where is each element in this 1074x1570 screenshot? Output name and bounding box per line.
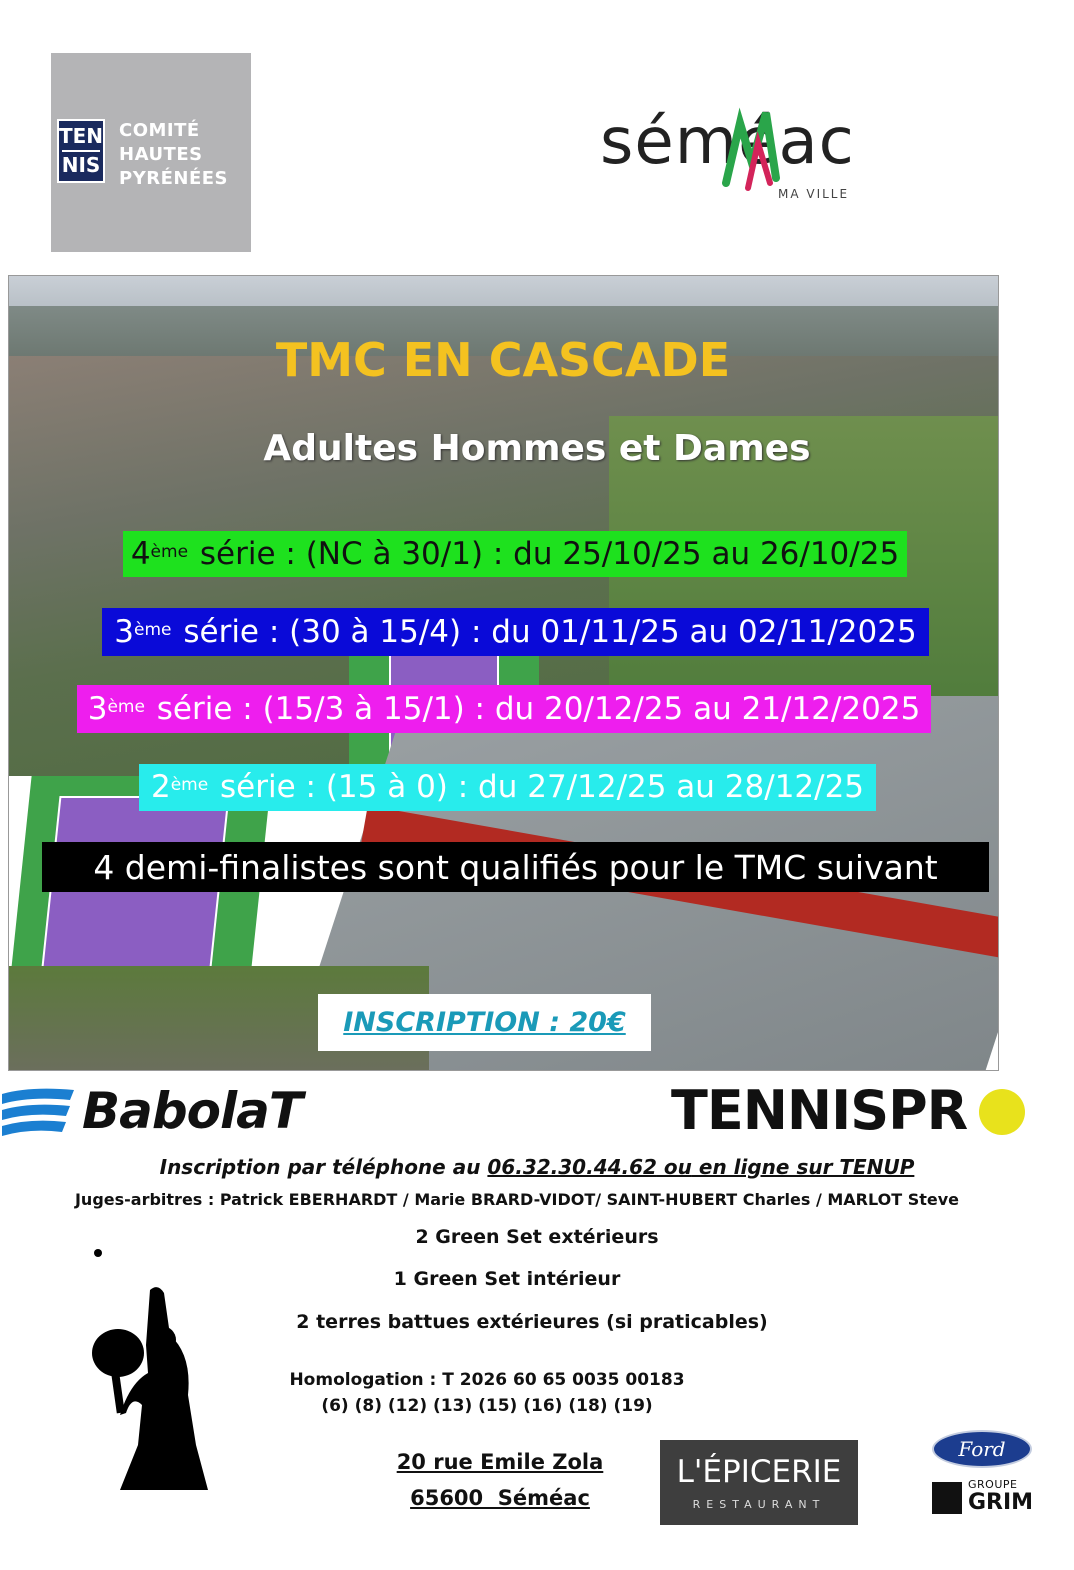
- inscription-box: [318, 994, 651, 1051]
- ford-logo: [932, 1430, 1032, 1468]
- court-info-1: 2 Green Set extérieurs: [415, 1226, 659, 1248]
- comite-words: [119, 119, 228, 191]
- semeac-logo: [600, 95, 930, 215]
- epicerie-sub: RESTAURANT: [692, 1498, 826, 1511]
- grim-bottom: GRIM: [968, 1490, 1034, 1515]
- badge-bottom: NIS: [61, 153, 101, 177]
- tenup-link: en ligne sur TENUP: [691, 1155, 915, 1179]
- phone-registration-line: Inscription par téléphone au 06.32.30.44.62 ou en ligne sur TENUP: [159, 1155, 915, 1179]
- tennis-badge: [57, 119, 105, 183]
- tennispro-wordmark: TENNISPR: [671, 1079, 968, 1142]
- court-info-2: 1 Green Set intérieur: [393, 1268, 621, 1290]
- badge-top: TEN: [58, 124, 104, 148]
- semeac-name: séméac: [600, 105, 855, 179]
- court-info-3: 2 terres battues extérieures (si praticables): [296, 1311, 768, 1333]
- homologation-line: Homologation : T 2026 60 65 0035 00183: [289, 1370, 685, 1390]
- poster-subtitle: Adultes Hommes et Dames: [263, 428, 811, 469]
- ford-wordmark: Ford: [958, 1437, 1006, 1461]
- tennis-comite-logo: [51, 53, 251, 252]
- tennis-player-silhouette-icon: [80, 1245, 230, 1495]
- poster-title: TMC EN CASCADE: [275, 333, 731, 387]
- comite-line3: PYRÉNÉES: [119, 168, 229, 189]
- series-band-3eme-b: 3 $^{ème}$ série : (15/3 à 15/1) : du 20/12/25 au 21/12/2025: [77, 685, 931, 733]
- homologation-numbers: (6) (8) (12) (13) (15) (16) (18) (19): [321, 1396, 653, 1416]
- groupe-grim-logo: [932, 1478, 1036, 1518]
- address-line2: 65600 Séméac: [410, 1486, 590, 1510]
- babolat-wordmark: BabolaT: [82, 1082, 302, 1140]
- series-band-4eme: 4 $^{ème}$ série : (NC à 30/1) : du 25/10/25 au 26/10/25: [123, 531, 907, 577]
- phone-number: 06.32.30.44.62: [487, 1155, 657, 1179]
- epicerie-name: L'ÉPICERIE: [676, 1454, 842, 1490]
- qualification-banner: 4 demi-finalistes sont qualifiés pour le TMC suivant: [42, 842, 989, 892]
- comite-line1: COMITÉ: [119, 120, 200, 141]
- tennispro-logo: [651, 1077, 1031, 1143]
- grim-emblem-icon: [932, 1482, 962, 1514]
- babolat-logo: [0, 1080, 362, 1142]
- series-band-3eme-a: 3 $^{ème}$ série : (30 à 15/4) : du 01/11/25 au 02/11/2025: [102, 608, 929, 656]
- epicerie-logo: [660, 1440, 858, 1525]
- semeac-tagline: MA VILLE: [778, 187, 850, 201]
- address-line1: 20 rue Emile Zola: [396, 1450, 604, 1474]
- comite-line2: HAUTES: [119, 144, 203, 165]
- series-band-2eme: 2 $^{ème}$ série : (15 à 0) : du 27/12/25 au 28/12/25: [139, 764, 876, 811]
- inscription-text: INSCRIPTION : 20€: [343, 1007, 626, 1038]
- grim-top: GROUPE: [968, 1478, 1018, 1491]
- aerial-photo: [8, 275, 999, 1071]
- judges-line: Juges-arbitres : Patrick EBERHARDT / Marie BRARD-VIDOT/ SAINT-HUBERT Charles / MARLOT Steve: [74, 1190, 960, 1209]
- babolat-stripes-icon: [0, 1084, 74, 1138]
- tennis-ball-icon: [979, 1089, 1025, 1135]
- address-block: [360, 1450, 640, 1522]
